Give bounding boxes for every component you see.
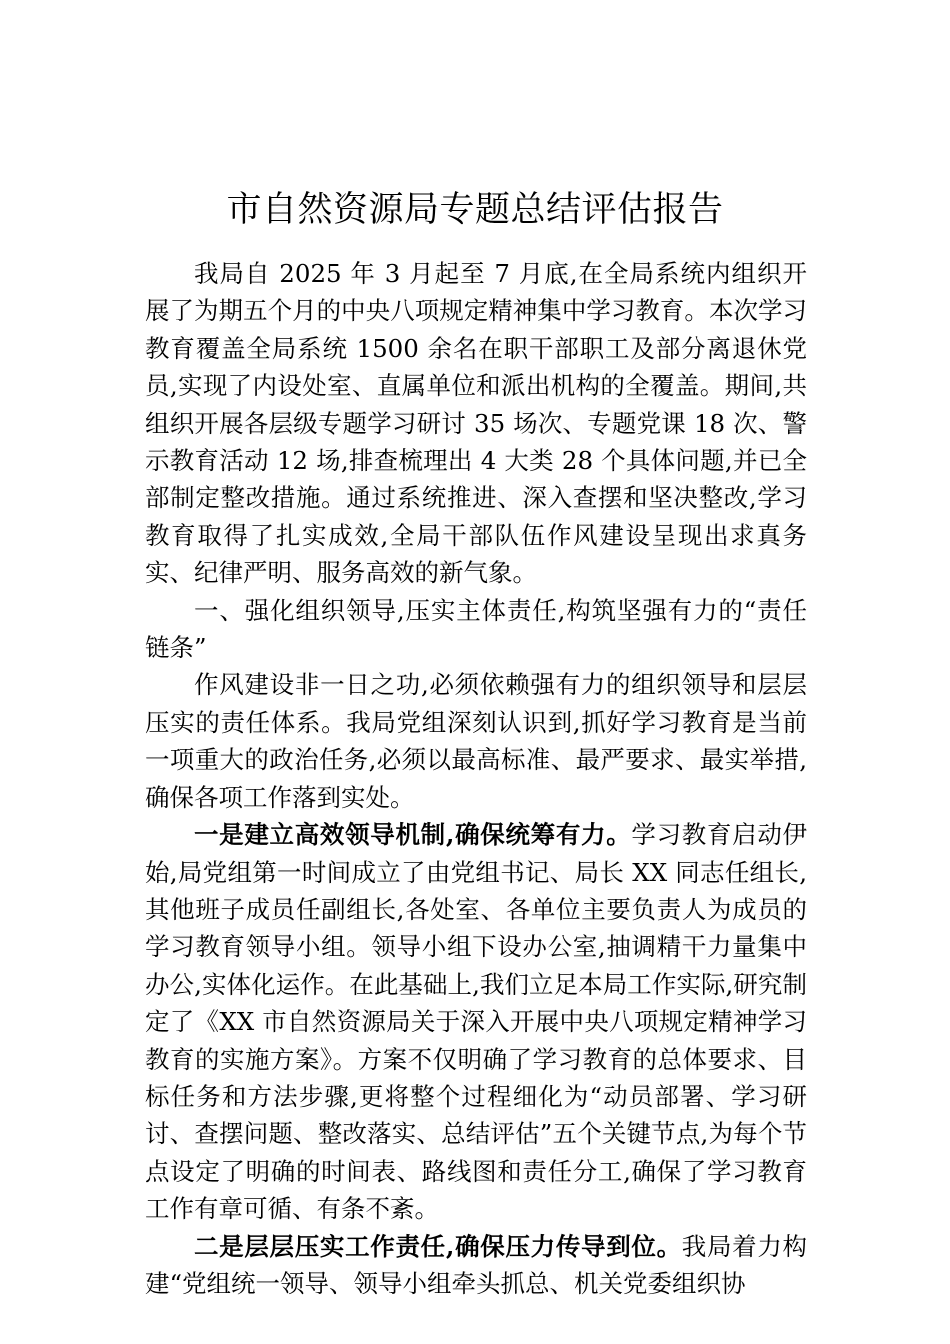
point-2-lead: 二是层层压实工作责任,确保压力传导到位。	[194, 1231, 682, 1261]
point-1-lead: 一是建立高效领导机制,确保统筹有力。	[194, 820, 632, 850]
point-2-paragraph	[145, 1228, 807, 1303]
point-2-body: 我局着力构建“党组统一领导、领导小组牵头抓总、机关党委组织协	[145, 1231, 808, 1298]
section-heading-1: 一、强化组织领导,压实主体责任,构筑坚强有力的“责任链条”	[145, 595, 807, 663]
point-1-body: 学习教育启动伊始,局党组第一时间成立了由党组书记、局长 XX 同志任组长,其他班子成员任副组长,各处室、各单位主要负责人为成员的学习教育领导小组。领导小组下设办公室,抽调精干力量集中办公,实体化运作。在此基础上,我们立足本局工作实际,研究制定了《XX 市自然资源局关于深入开展中央八项规定精神学习教育的实施方案》。方案不仅明确了学习教育的总体要求、目标任务和方法步骤,更将整个过程细化为“动员部署、学习研讨、查摆问题、整改落实、总结评估”五个关键节点,为每个节点设定了明确的时间表、路线图和责任分工,确保了学习教育工作有章可循、有条不紊。	[145, 820, 808, 1224]
document-title: 市自然资源局专题总结评估报告	[226, 190, 724, 231]
intro-paragraph: 我局自 2025 年 3 月起至 7 月底,在全局系统内组织开展了为期五个月的中央八项规定精神集中学习教育。本次学习教育覆盖全局系统 1500 余名在职干部职工及部分离退休党员,实现了内设处室、直属单位和派出机构的全覆盖。期间,共组织开展各层级专题学习研讨 35 场次、专题党课 18 次、警示教育活动 12 场,排查梳理出 4 大类 28 个具体问题,并已全部制定整改措施。通过系统推进、深入查摆和坚决整改,学习教育取得了扎实成效,全局干部队伍作风建设呈现出求真务实、纪律严明、服务高效的新气象。	[145, 259, 807, 588]
point-1-paragraph	[145, 816, 807, 1227]
document-body	[145, 255, 807, 1302]
section-1-intro-paragraph: 作风建设非一日之功,必须依赖强有力的组织领导和层层压实的责任体系。我局党组深刻认识到,抓好学习教育是当前一项重大的政治任务,必须以最高标准、最严要求、最实举措,确保各项工作落到实处。	[145, 670, 807, 812]
